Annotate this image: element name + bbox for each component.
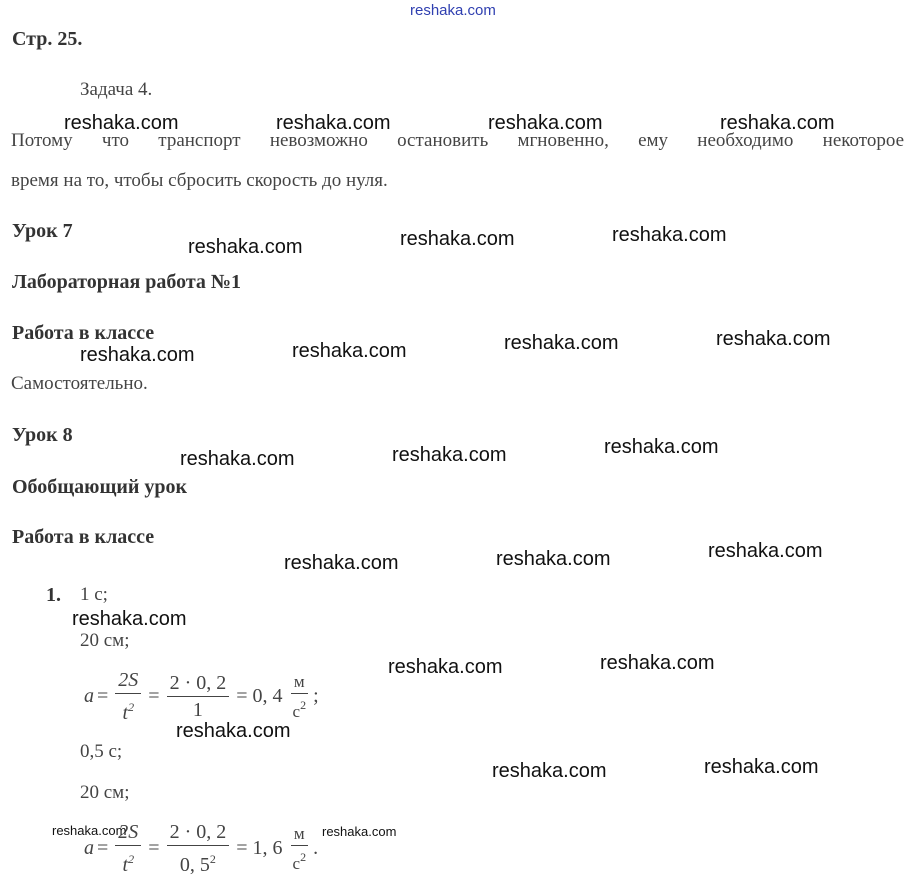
formula-2-frac1-num: 2S xyxy=(115,820,141,846)
formula-2-eq2: = xyxy=(148,837,160,859)
watermark-overlay: reshaka.com xyxy=(704,756,819,778)
watermark-overlay: reshaka.com xyxy=(492,760,607,782)
formula-2-eq: = xyxy=(97,837,109,859)
watermark-overlay: reshaka.com xyxy=(388,656,503,678)
formula-1 xyxy=(84,668,319,725)
task4-line2: время на то, чтобы сбросить скорость до нуля. xyxy=(11,170,388,191)
watermark-overlay: reshaka.com xyxy=(284,552,399,574)
item1-distance2: 20 см; xyxy=(80,782,130,803)
watermark-overlay: reshaka.com xyxy=(720,112,835,134)
formula-1-frac1-den: $t^2$ xyxy=(122,700,135,724)
item1-distance1: 20 см; xyxy=(80,630,130,651)
task4-line1: Потому что транспорт невозможно остановить мгновенно, ему необходимо некоторое xyxy=(11,130,904,151)
watermark-overlay: reshaka.com xyxy=(504,332,619,354)
item1-number: 1. xyxy=(46,584,61,606)
watermark-overlay: reshaka.com xyxy=(64,112,179,134)
task4-label: Задача 4. xyxy=(80,79,153,100)
watermark-overlay: reshaka.com xyxy=(600,652,715,674)
formula-1-frac2-num: 2 · 0, 2 xyxy=(167,671,230,697)
watermark-overlay-small: reshaka.com xyxy=(52,823,127,838)
formula-1-eq2: = xyxy=(148,685,160,707)
watermark-overlay: reshaka.com xyxy=(392,444,507,466)
formula-2-frac2-num: 2 · 0, 2 xyxy=(167,820,230,846)
lesson8-title: Урок 8 xyxy=(12,424,73,446)
formula-1-frac1 xyxy=(115,668,141,725)
formula-1-unit-den: $с^2$ xyxy=(292,697,307,721)
watermark-overlay: reshaka.com xyxy=(176,720,291,742)
lesson7-class-work: Работа в классе xyxy=(12,322,155,344)
watermark-overlay: reshaka.com xyxy=(400,228,515,250)
item1-time1: 1 с; xyxy=(80,584,108,605)
formula-1-unit xyxy=(290,672,310,722)
watermark-overlay: reshaka.com xyxy=(488,112,603,134)
lesson8-class-work: Работа в классе xyxy=(12,526,155,548)
watermark-overlay: reshaka.com xyxy=(276,112,391,134)
formula-1-frac2 xyxy=(167,671,230,722)
formula-2-lhs: a xyxy=(84,837,94,859)
item1-time2: 0,5 с; xyxy=(80,741,123,762)
formula-2-unit-den: $с^2$ xyxy=(292,849,307,873)
watermark-overlay: reshaka.com xyxy=(80,344,195,366)
watermark-overlay: reshaka.com xyxy=(716,328,831,350)
formula-2-frac2-den: 0, $5^2$ xyxy=(179,852,216,876)
formula-1-result: = 0, 4 xyxy=(236,685,283,707)
lesson8-subtitle: Обобщающий урок xyxy=(12,476,188,498)
watermark-overlay: reshaka.com xyxy=(604,436,719,458)
watermark-overlay: reshaka.com xyxy=(72,608,187,630)
formula-2-frac2 xyxy=(167,820,230,877)
formula-1-unit-num: м xyxy=(291,672,308,694)
page-title: Стр. 25. xyxy=(12,28,83,50)
watermark-overlay: reshaka.com xyxy=(188,236,303,258)
formula-1-end: ; xyxy=(313,685,319,707)
watermark-overlay: reshaka.com xyxy=(612,224,727,246)
watermark-overlay: reshaka.com xyxy=(496,548,611,570)
formula-2-result: = 1, 6 xyxy=(236,837,283,859)
watermark-overlay: reshaka.com xyxy=(292,340,407,362)
formula-1-lhs: a xyxy=(84,685,94,707)
formula-2-frac1-den: $t^2$ xyxy=(122,852,135,876)
formula-2-end: . xyxy=(313,837,319,859)
formula-2-unit xyxy=(290,824,310,874)
watermark-top: reshaka.com xyxy=(410,2,496,19)
lesson7-answer: Самостоятельно. xyxy=(11,373,148,394)
formula-1-frac1-num: 2S xyxy=(115,668,141,694)
formula-1-eq: = xyxy=(97,685,109,707)
lesson7-lab-title: Лабораторная работа №1 xyxy=(12,271,242,293)
formula-1-frac2-den: 1 xyxy=(192,699,203,721)
watermark-overlay: reshaka.com xyxy=(708,540,823,562)
formula-2-unit-num: м xyxy=(291,824,308,846)
lesson7-title: Урок 7 xyxy=(12,220,73,242)
watermark-overlay: reshaka.com xyxy=(180,448,295,470)
watermark-overlay-small: reshaka.com xyxy=(322,824,397,839)
